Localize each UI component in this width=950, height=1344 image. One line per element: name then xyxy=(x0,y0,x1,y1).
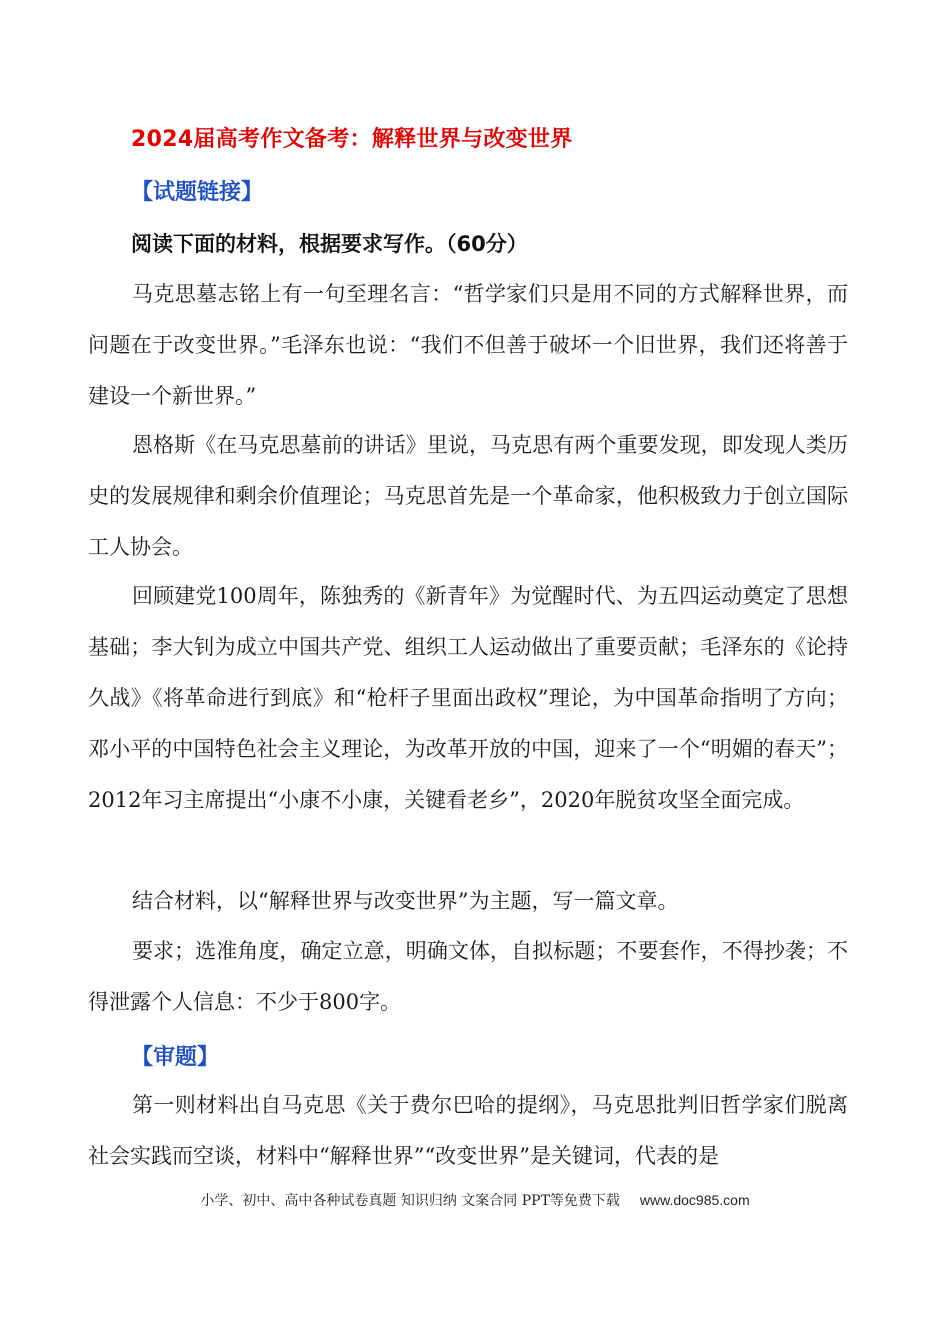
section-heading-link: 【试题链接】 xyxy=(131,180,264,205)
footer-text: 小学、初中、高中各种试卷真题 知识归纳 文案合同 PPT等免费下载 xyxy=(200,1193,620,1209)
paragraph-1: 马克思墓志铭上有一句至理名言：“哲学家们只是用不同的方式解释世界，而问题在于改变世界。”毛泽东也说：“我们不但善于破坏一个旧世界，我们还将善于建设一个新世界。” xyxy=(88,282,848,408)
paragraph-2: 恩格斯《在马克思墓前的讲话》里说，马克思有两个重要发现，即发现人类历史的发展规律和剩余价值理论；马克思首先是一个革命家，他积极致力于创立国际工人协会。 xyxy=(88,433,848,559)
paragraph-3: 回顾建党100周年，陈独秀的《新青年》为觉醒时代、为五四运动奠定了思想基础；李大钊为成立中国共产党、组织工人运动做出了重要贡献；毛泽东的《论持久战》《将革命进行到底》和“枪杆子里面出政权”理论，为中国革命指明了方向；邓小平的中国特色社会主义理论，为改革开放的中国，迎来了一个“明媚的春天”；2012年习主席提出“小康不小康，关键看老乡”，2020年脱贫攻坚全面完成。 xyxy=(88,584,848,812)
page-footer xyxy=(0,1190,950,1210)
paragraph-5: 要求；选准角度，确定立意，明确文体，自拟标题；不要套作，不得抄袭；不得泄露个人信息：不少于800字。 xyxy=(88,939,848,1014)
review-paragraph: 第一则材料出自马克思《关于费尔巴哈的提纲》，马克思批判旧哲学家们脱离社会实践而空谈，材料中“解释世界”“改变世界”是关键词，代表的是 xyxy=(88,1093,848,1168)
document-title: 2024届高考作文备考：解释世界与改变世界 xyxy=(131,127,573,152)
writing-instruction: 阅读下面的材料，根据要求写作。（60分） xyxy=(131,232,528,256)
section-heading-review: 【审题】 xyxy=(131,1045,220,1070)
footer-site-link[interactable]: www.doc985.com xyxy=(639,1192,750,1208)
paragraph-4: 结合材料，以“解释世界与改变世界”为主题，写一篇文章。 xyxy=(132,889,679,913)
